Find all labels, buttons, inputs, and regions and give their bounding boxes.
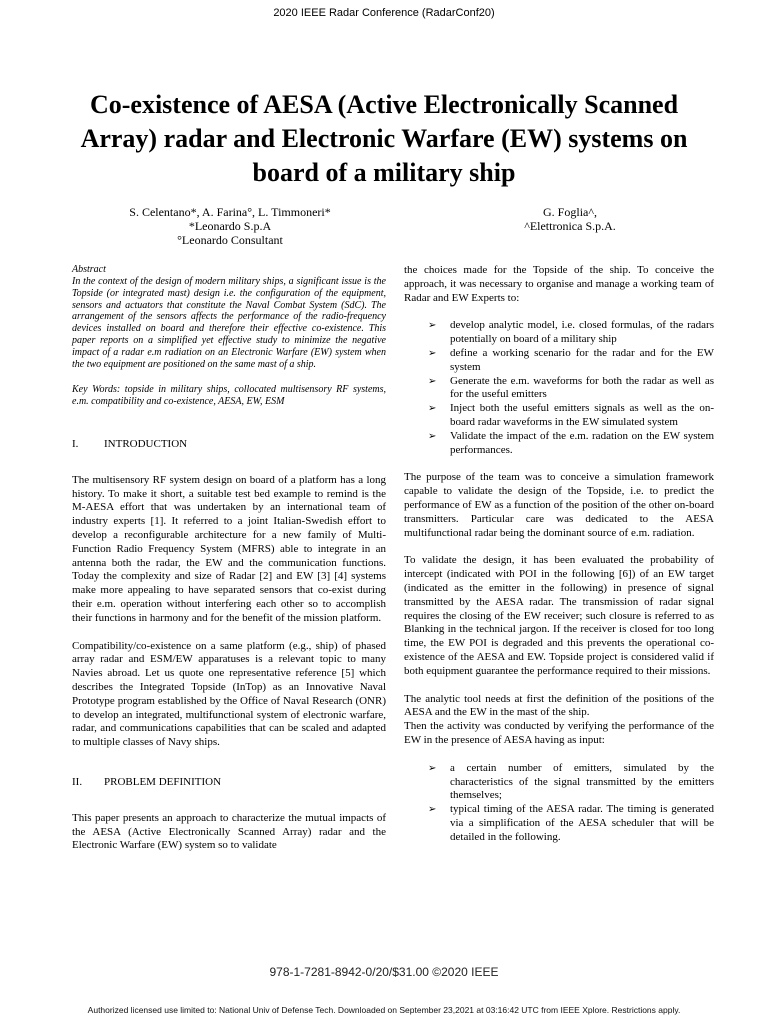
author-names-right: G. Foglia^, bbox=[543, 205, 597, 219]
right-paragraph-4a: The analytic tool needs at first the definition of the positions of the AESA and the EW in the mast of the ship. bbox=[404, 692, 714, 719]
abstract-heading: Abstract bbox=[72, 264, 106, 275]
arrow-bullet-icon: ➢ bbox=[428, 403, 437, 415]
section-heading-problem-definition bbox=[72, 776, 386, 790]
list-item: ➢ a certain number of emitters, simulated by the characteristics of the signal transmitted by the emitters themselves; bbox=[428, 761, 714, 802]
list-item: ➢ Generate the e.m. waveforms for both the radar as well as for the useful emitters bbox=[428, 374, 714, 401]
abstract-text: In the context of the design of modern military ships, a significant issue is the Topside (or integrated mast) design i.e. the configuration of the equipment, sensors and actuators that constitute the Naval Combat System (SdC). The arrangement of the sensors affects the performance of the radio-frequency devices installed on board and therefore their effective co-existence. This paper reports on a simplified yet effective study to minimize the negative impact of a radar e.m radiation on an Electronic Warfare (EW) system when the two equipment are positioned on the same mast of a ship. bbox=[72, 276, 386, 370]
author-names-left: S. Celentano*, A. Farina°, L. Timmoneri* bbox=[129, 205, 331, 219]
arrow-bullet-icon: ➢ bbox=[428, 347, 437, 359]
right-paragraph-4b: Then the activity was conducted by verifying the performance of the EW in the presence of AESA having as input: bbox=[404, 720, 714, 746]
license-notice: Authorized licensed use limited to: National Univ of Defense Tech. Downloaded on September 23,2021 at 03:16:42 UTC from IEEE Xplore. Restrictions apply. bbox=[87, 1005, 681, 1015]
arrow-bullet-icon: ➢ bbox=[428, 762, 437, 774]
section-number: I. bbox=[72, 437, 79, 450]
section-title: INTRODUCTION bbox=[104, 437, 188, 450]
section-number: II. bbox=[72, 775, 83, 788]
problem-paragraph-1: This paper presents an approach to characterize the mutual impacts of the AESA (Active Electronically Scanned Array) radar and the Electronic Warfare (EW) system so to validate bbox=[72, 811, 386, 852]
section-title: PROBLEM DEFINITION bbox=[104, 775, 222, 788]
affiliation-consultant: °Leonardo Consultant bbox=[177, 233, 283, 247]
right-paragraph-1: the choices made for the Topside of the ship. To conceive the approach, it was necessary to organise and manage a working team of Radar and EW Experts to: bbox=[404, 264, 714, 304]
section-heading-introduction bbox=[72, 438, 386, 452]
authors-left bbox=[80, 205, 380, 247]
affiliation-leonardo: *Leonardo S.p.A bbox=[188, 219, 272, 233]
arrow-bullet-icon: ➢ bbox=[428, 430, 437, 442]
arrow-bullet-icon: ➢ bbox=[428, 375, 437, 387]
intro-paragraph-2: Compatibility/co-existence on a same platform (e.g., ship) of phased array radar and ESM/EW apparatuses is a relevant topic to many Navies abroad. Let us quote one representative reference [5] which describes the Integrated Topside (InTop) as an Innovative Naval Prototype program established by the Office of Naval Research (ONR) to develop an integrated, multifunctional system of electronic warfare, radar, and communications capabilities that can be scaled and adapted to multiple classes of Navy ships. bbox=[72, 639, 386, 749]
list-item: ➢ Validate the impact of the e.m. radation on the EW system performances. bbox=[428, 429, 714, 456]
right-column bbox=[404, 264, 714, 858]
list-item: ➢ develop analytic model, i.e. closed formulas, of the radars potentially on board of a military ship bbox=[428, 319, 714, 346]
copyright-line: 978-1-7281-8942-0/20/$31.00 ©2020 IEEE bbox=[269, 965, 499, 979]
list-item: ➢ Inject both the useful emitters signals as well as the on-board radar waveforms in the EW simulated system bbox=[428, 402, 714, 428]
arrow-bullet-icon: ➢ bbox=[428, 320, 437, 332]
bullet-list-team-tasks bbox=[404, 319, 714, 457]
right-paragraph-3: To validate the design, it has been evaluated the probability of intercept (indicated with POI in the following [6]) of an EW target (indicated as the emitter in the following) in presence of signal transmitted by the AESA radar. The transmission of radar signal requires the closing of the EW receiver; such closure is referred to as Blanking in the technical jargon. If the receiver is closed for too long time, the EW POI is degraded and this prevents the operational co-existence of the AESA and EW. Topside project is considered valid if both equipment guarantee the performance required to their missions. bbox=[404, 554, 714, 677]
bullet-list-inputs bbox=[404, 762, 714, 845]
authors-right bbox=[440, 205, 700, 233]
arrow-bullet-icon: ➢ bbox=[428, 804, 437, 816]
running-header: 2020 IEEE Radar Conference (RadarConf20) bbox=[273, 7, 495, 19]
list-item: ➢ define a working scenario for the radar and for the EW system bbox=[428, 346, 714, 373]
intro-paragraph-1: The multisensory RF system design on board of a platform has a long history. To make it short, a suitable test bed example to remind is the M-AESA effort that was undertaken by an international team of industry experts [1]. It referred to a joint Italian-Swedish effort to develop a reconfigurable architecture for a new family of Multi-Function Radio Frequency System (MFRS) able to integrate in an antenna both the radar, the EW and the communication functions. Today the complexity and size of Radar [2] and EW [3] [4] systems make more appealing to have separated sensors that co-exist during their e.m. operation without interfering each other so to accomplish their functions in harmony and for the benefit of the mission platform. bbox=[72, 473, 386, 624]
right-paragraph-2: The purpose of the team was to conceive a simulation framework capable to validate the design of the Topside, i.e. to predict the performance of EW as a function of the position of the other on-board transmitters. Particular care was dedicated to the AESA multifunctional radar being the dominant source of e.m. radiation. bbox=[404, 471, 714, 539]
list-item: ➢ typical timing of the AESA radar. The timing is generated via a simplification of the AESA scheduler that will be detailed in the following. bbox=[428, 803, 714, 843]
paper-title: Co-existence of AESA (Active Electronically Scanned Array) radar and Electronic Warfare (EW) systems on board of a military ship bbox=[80, 90, 688, 187]
left-column bbox=[72, 264, 386, 867]
keywords: Key Words: topside in military ships, collocated multisensory RF systems, e.m. compatibility and co-existence, AESA, EW, ESM bbox=[72, 384, 386, 408]
affiliation-elettronica: ^Elettronica S.p.A. bbox=[524, 219, 616, 233]
